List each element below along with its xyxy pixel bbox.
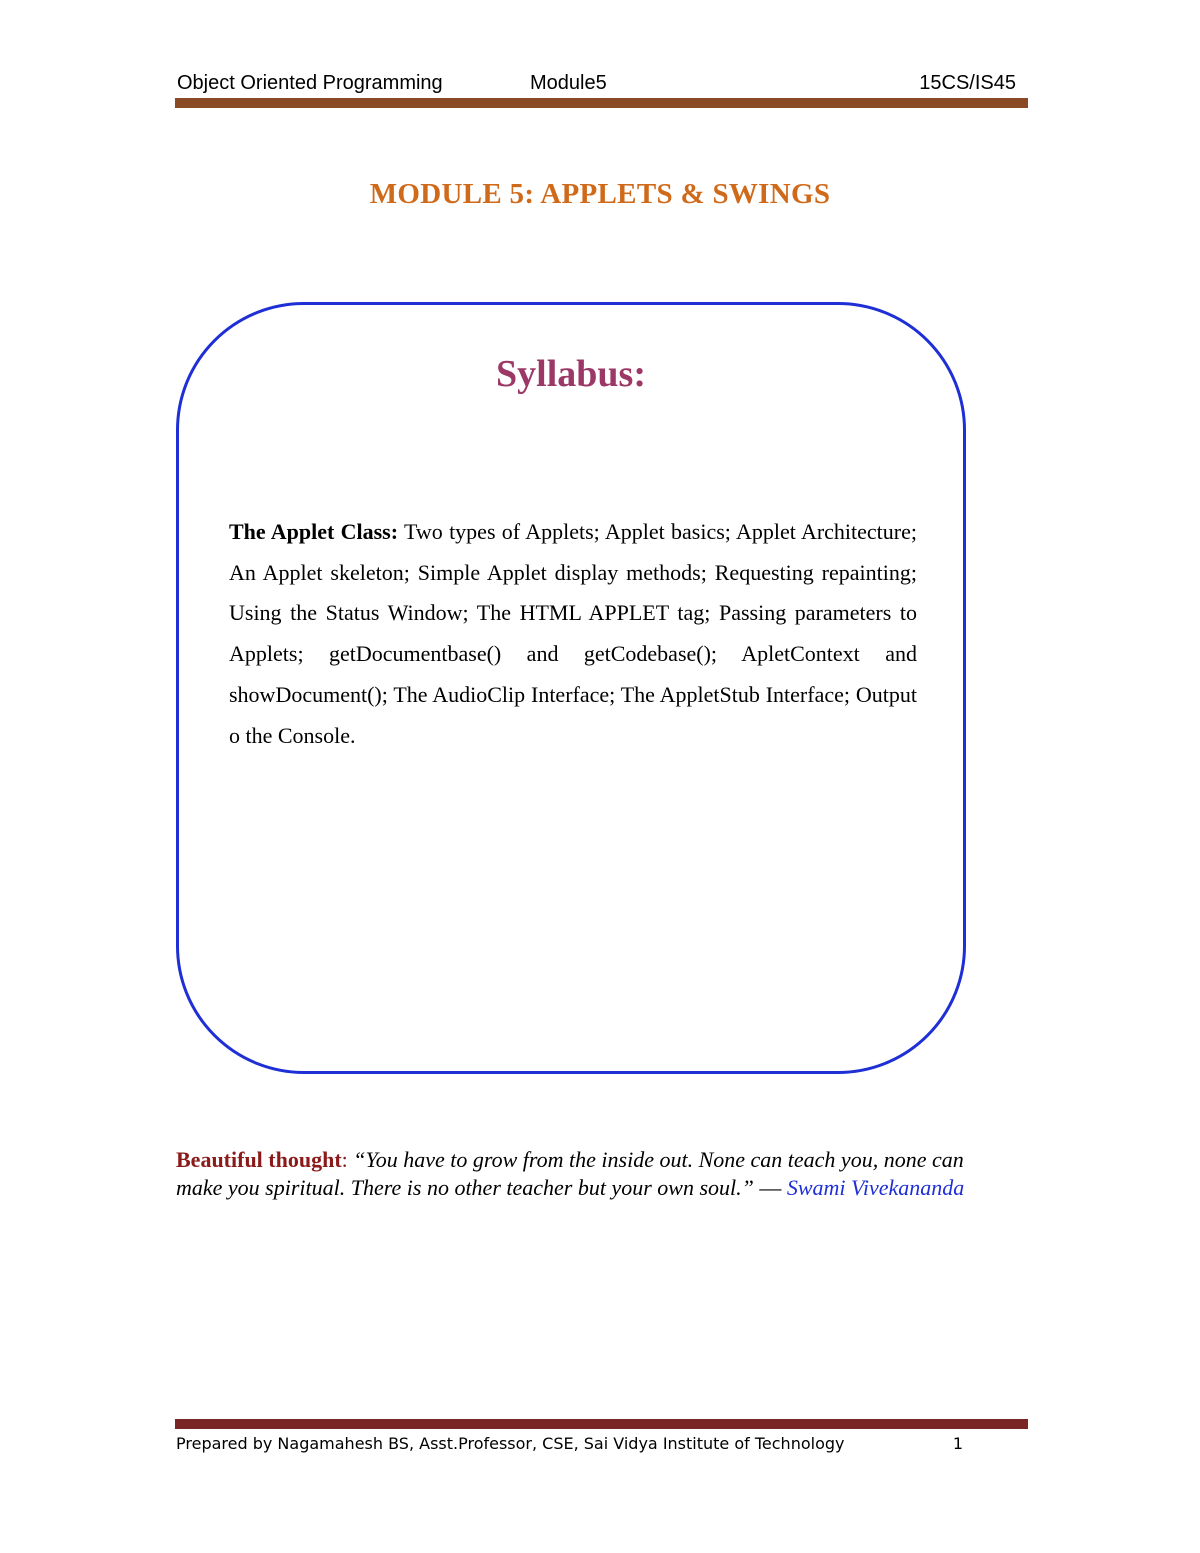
footer-divider <box>175 1419 1028 1429</box>
syllabus-heading: Syllabus: <box>496 353 646 395</box>
syllabus-body: Two types of Applets; Applet basics; Applet Architecture; An Applet skeleton; Simple Applet display methods; Requesting repainting; Using the Status Window; The HTML APPLET tag; Passing parameters to Applets; getDocumentbase() and getCodebase(); ApletContext and showDocument(); The AudioClip Interface; The AppletStub Interface; Output o the Console. <box>229 519 917 748</box>
beautiful-thought <box>176 1146 996 1202</box>
thought-quote: “You have to grow from the inside out. None can teach you, none can make you spiritual. There is no other teacher but your own soul.” ― <box>176 1147 964 1200</box>
page-number: 1 <box>952 1434 963 1453</box>
header-course-code: 15CS/IS45 <box>919 72 1016 94</box>
page-header <box>175 70 1028 100</box>
thought-label: Beautiful thought <box>176 1147 342 1172</box>
syllabus-content <box>229 512 917 756</box>
thought-author: Swami Vivekananda <box>786 1175 965 1200</box>
page-title: MODULE 5: APPLETS & SWINGS <box>369 178 831 210</box>
thought-colon: : <box>341 1147 348 1172</box>
header-divider <box>175 98 1028 108</box>
syllabus-lead: The Applet Class: <box>229 519 399 544</box>
header-module-label: Module5 <box>530 72 607 94</box>
footer-text: Prepared by Nagamahesh BS, Asst.Professor, CSE, Sai Vidya Institute of Technology <box>176 1434 845 1453</box>
header-course-name: Object Oriented Programming <box>177 72 443 94</box>
